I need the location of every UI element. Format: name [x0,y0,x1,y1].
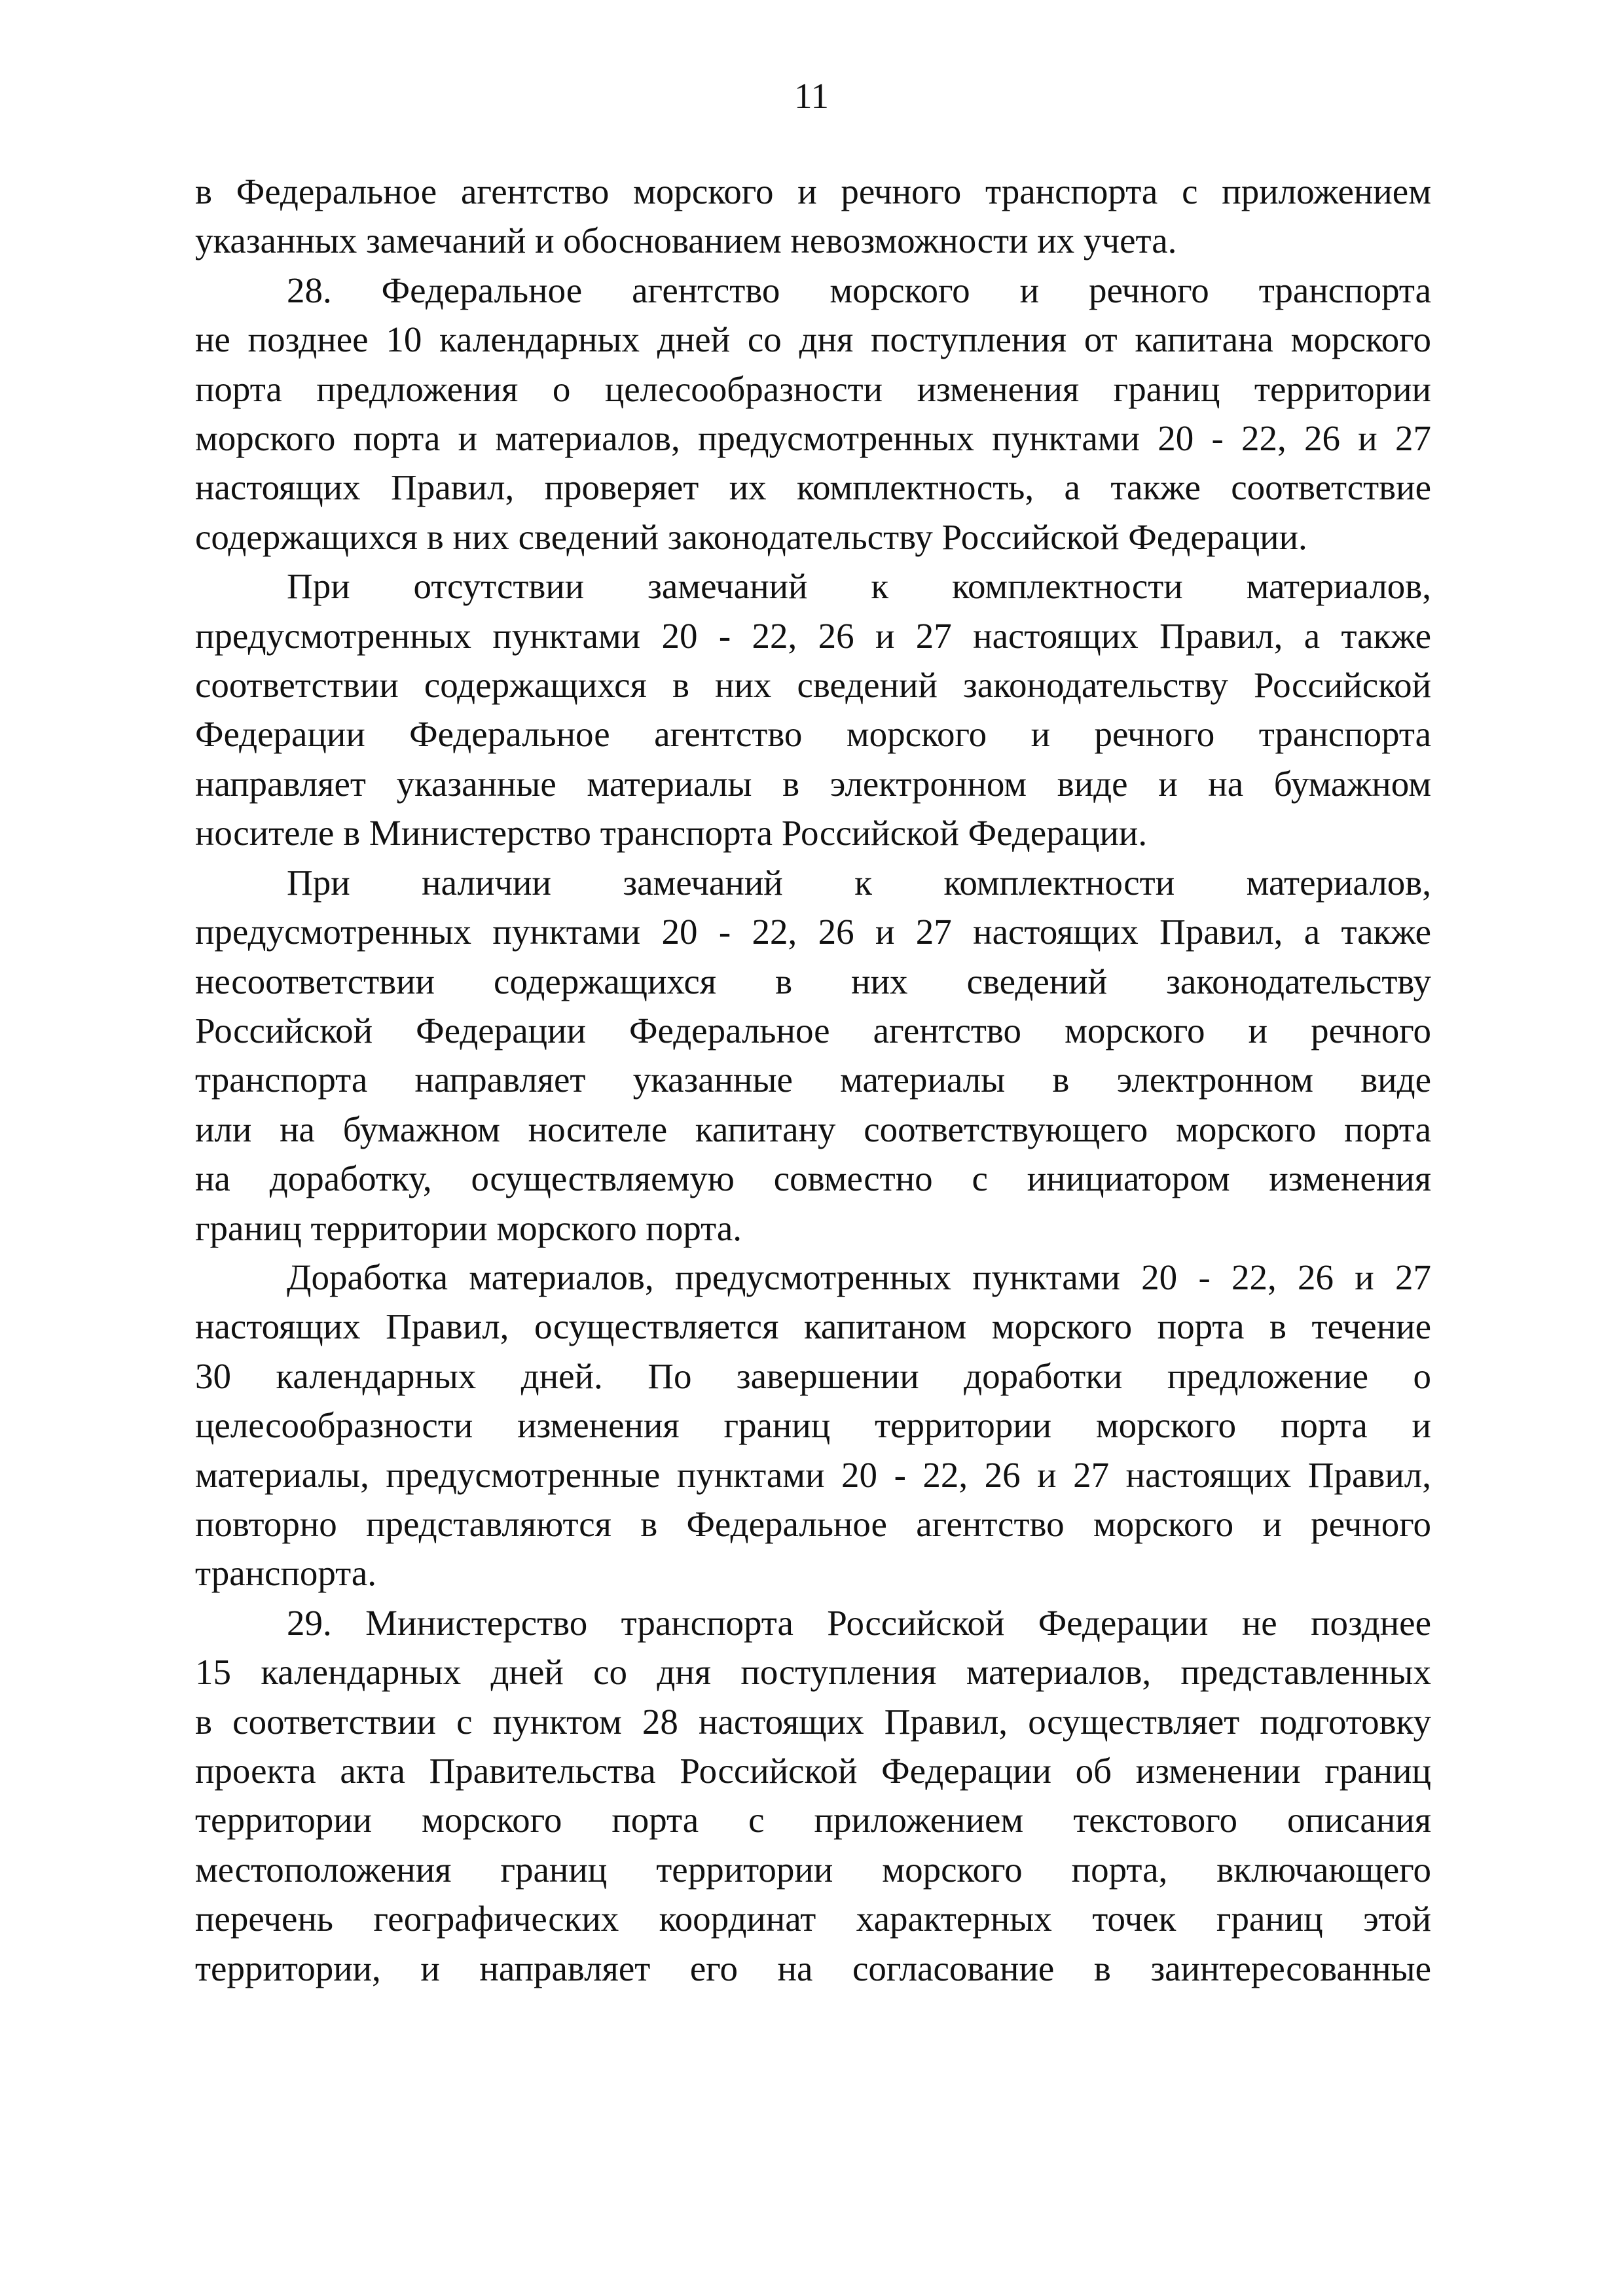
text-line: перечень географических координат характерных точек границ этой [195,1899,1431,1939]
text-line: соответствии содержащихся в них сведений законодательству Российской [195,665,1431,706]
text-line: предусмотренных пунктами 20 - 22, 26 и 27 настоящих Правил, а также [195,912,1431,952]
text-line: настоящих Правил, осуществляется капитаном морского порта в течение [195,1306,1431,1347]
text-line: порта предложения о целесообразности изменения границ территории [195,368,1431,409]
text-line: 30 календарных дней. По завершении доработки предложение о [195,1355,1431,1396]
text-line: несоответствии содержащихся в них сведений законодательству [195,961,1431,1001]
text-line: территории морского порта с приложением текстового описания [195,1800,1431,1840]
text-line: 15 календарных дней со дня поступления материалов, представленных [195,1652,1431,1693]
text-line: 29. Министерство транспорта Российской Федерации не позднее [287,1602,1431,1643]
text-line: материалы, предусмотренные пунктами 20 - 22, 26 и 27 настоящих Правил, [195,1454,1431,1495]
text-line: содержащихся в них сведений законодательству Российской Федерации. [195,516,1307,557]
text-line: настоящих Правил, проверяет их комплектность, а также соответствие [195,467,1431,508]
text-line: повторно представляются в Федеральное агентство морского и речного [195,1503,1431,1544]
text-line: не позднее 10 календарных дней со дня поступления от капитана морского [195,319,1431,360]
text-line: Доработка материалов, предусмотренных пунктами 20 - 22, 26 и 27 [287,1257,1431,1297]
text-line: границ территории морского порта. [195,1208,742,1248]
text-line: в соответствии с пунктом 28 настоящих Правил, осуществляет подготовку [195,1701,1431,1742]
text-line: целесообразности изменения границ территории морского порта и [195,1405,1431,1446]
text-line: на доработку, осуществляемую совместно с инициатором изменения [195,1158,1431,1199]
text-line: или на бумажном носителе капитану соответствующего морского порта [195,1109,1431,1149]
text-line: При наличии замечаний к комплектности материалов, [287,862,1431,903]
text-line: территории, и направляет его на согласование в заинтересованные [195,1948,1431,1988]
text-line: Федерации Федеральное агентство морского и речного транспорта [195,714,1431,755]
page-number: 11 [794,76,829,116]
text-line: предусмотренных пунктами 20 - 22, 26 и 27 настоящих Правил, а также [195,615,1431,656]
text-line: морского порта и материалов, предусмотренных пунктами 20 - 22, 26 и 27 [195,418,1431,459]
text-line: указанных замечаний и обоснованием невозможности их учета. [195,221,1177,261]
text-line: транспорта направляет указанные материалы в электронном виде [195,1060,1431,1100]
text-line: носителе в Министерство транспорта Российской Федерации. [195,813,1148,853]
text-line: местоположения границ территории морского порта, включающего [195,1849,1431,1890]
text-line: 28. Федеральное агентство морского и речного транспорта [287,270,1431,310]
document-body [195,167,1431,1993]
text-line: проекта акта Правительства Российской Федерации об изменении границ [195,1751,1431,1791]
text-line: Российской Федерации Федеральное агентство морского и речного [195,1010,1431,1050]
text-line: транспорта. [195,1553,377,1594]
text-line: направляет указанные материалы в электронном виде и на бумажном [195,763,1431,804]
text-line: При отсутствии замечаний к комплектности материалов, [287,566,1431,607]
text-line: в Федеральное агентство морского и речного транспорта с приложением [195,171,1431,211]
